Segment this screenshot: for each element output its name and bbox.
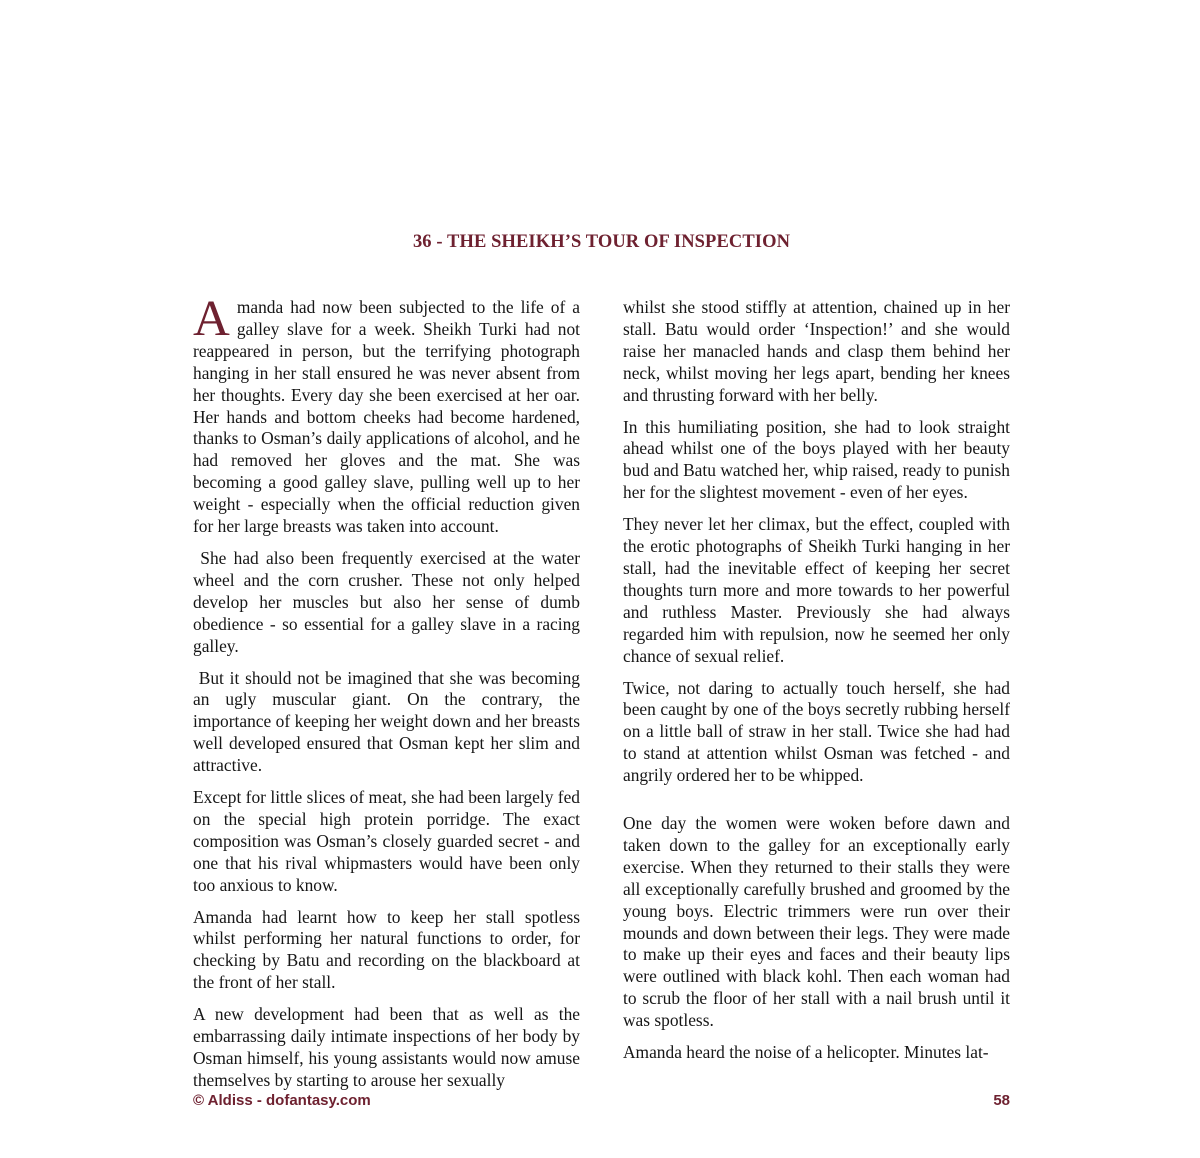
- paragraph: [193, 297, 580, 538]
- paragraph: But it should not be imagined that she was becoming an ugly muscular giant. On the contrary, the importance of keeping her weight down and her breasts well developed ensured that Osman kept her slim and attractive.: [193, 667, 580, 776]
- paragraph: They never let her climax, but the effect, coupled with the erotic photographs of Sheikh Turki hanging in her stall, had the inevitable effect of keeping her secret thoughts turn more and more towards to her powerful and ruthless Master. Previously she had always regarded him with repulsion, now he seemed her only chance of sexual relief.: [623, 514, 1010, 666]
- paragraph: whilst she stood stiffly at attention, chained up in her stall. Batu would order ‘Inspection!’ and she would raise her manacled hands and clasp them behind her neck, whilst moving her legs apart, bending her knees and thrusting forward with her belly.: [623, 297, 1010, 405]
- paragraph: A new development had been that as well as the embarrassing daily intimate inspections of her body by Osman himself, his young assistants would now amuse themselves by starting to arouse her sexually: [193, 1004, 580, 1090]
- drop-cap: A: [193, 297, 230, 347]
- paragraph: Amanda heard the noise of a helicopter. Minutes lat-: [623, 1042, 989, 1063]
- text-columns: [193, 297, 1010, 1092]
- page-title: 36 - THE SHEIKH’S TOUR OF INSPECTION: [412, 232, 791, 253]
- copyright-text: © Aldiss - dofantasy.com: [193, 1092, 371, 1109]
- paragraph: Amanda had learnt how to keep her stall spotless whilst performing her natural functions to order, for checking by Batu and recording on the blackboard at the front of her stall.: [193, 906, 580, 993]
- paragraph: Twice, not daring to actually touch herself, she had been caught by one of the boys secretly rubbing herself on a little ball of straw in her stall. Twice she had had to stand at attention whilst Osman was fetched - and angrily ordered her to be whipped.: [623, 677, 1010, 786]
- right-column: [623, 297, 1010, 1092]
- page-footer: [193, 1092, 1010, 1109]
- page-number: 58: [993, 1092, 1010, 1109]
- paragraph: In this humiliating position, she had to look straight ahead whilst one of the boys played with her beauty bud and Batu watched her, whip raised, ready to punish her for the slightest movement - even of her eyes.: [623, 416, 1010, 503]
- paragraph: She had also been frequently exercised at the water wheel and the corn crusher. These not only helped develop her muscles but also her sense of dumb obedience - so essential for a galley slave in a racing galley.: [193, 547, 580, 656]
- paragraph: Except for little slices of meat, she had been largely fed on the special high protein porridge. The exact composition was Osman’s closely guarded secret - and one that his rival whipmasters would have been only too anxious to know.: [193, 787, 580, 895]
- paragraph-text: manda had now been subjected to the life of a galley slave for a week. Sheikh Turki had not reappeared in person, but the terrifying photograph hanging in her stall ensured he was never absent from her thoughts. Every day she been exercised at her oar. Her hands and bottom cheeks had become hardened, thanks to Osman’s daily applications of alcohol, and he had removed her gloves and the mat. She was becoming a good galley slave, pulling well up to her weight - especially when the official reduction given for her large breasts was taken into account.: [193, 297, 580, 537]
- paragraph: One day the women were woken before dawn and taken down to the galley for an exceptionally early exercise. When they returned to their stalls they were all exceptionally carefully brushed and groomed by the young boys. Electric trimmers were run over their mounds and down between their legs. They were made to make up their eyes and faces and their beauty lips were outlined with black kohl. Then each woman had to scrub the floor of her stall with a nail brush until it was spotless.: [623, 813, 1010, 1031]
- left-column: [193, 297, 580, 1092]
